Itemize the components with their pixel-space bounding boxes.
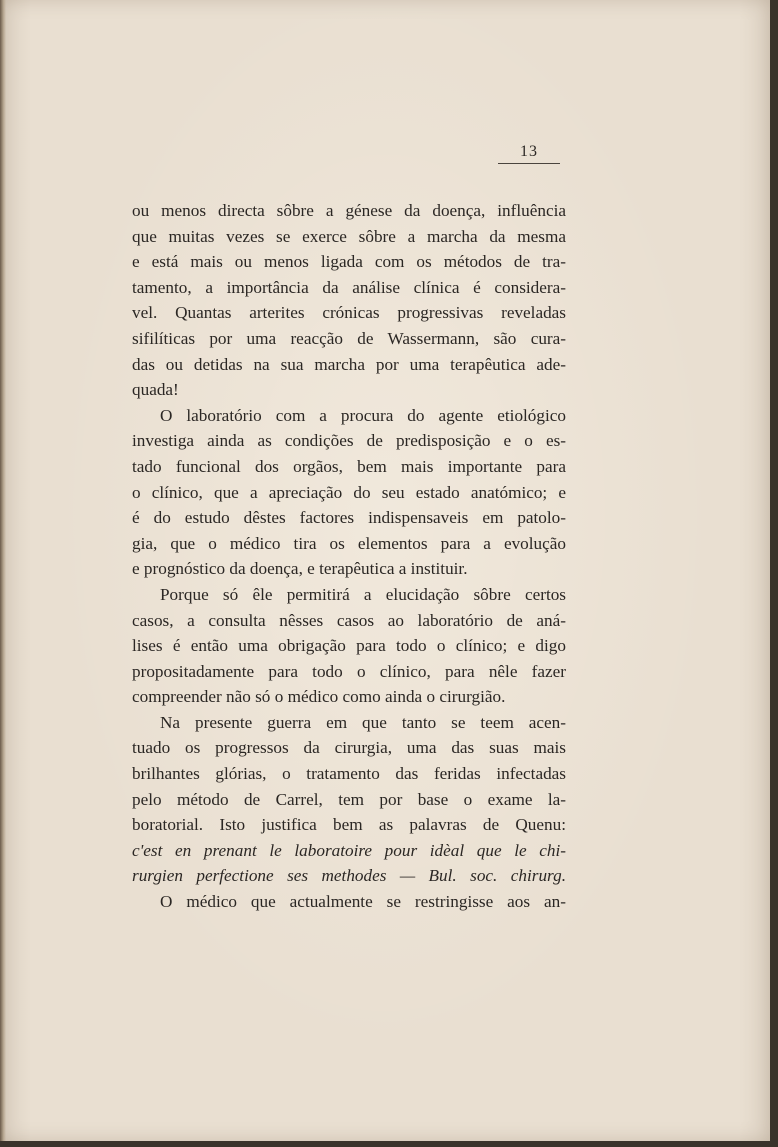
text-line: das ou detidas na sua marcha por uma terapêutica ade- (132, 354, 566, 374)
text-line: quada! (132, 380, 179, 400)
text-line: boratorial. Isto justifica bem as palavras de Quenu: (132, 815, 566, 835)
page-number: 13 (498, 143, 560, 164)
text-line: casos, a consulta nêsses casos ao laboratório de aná- (132, 610, 566, 630)
text-line: vel. Quantas arterites crónicas progressivas reveladas (132, 303, 566, 323)
text-line: brilhantes glórias, o tratamento das feridas infectadas (132, 764, 566, 784)
text-line: Na presente guerra em que tanto se teem acen- (160, 712, 566, 732)
text-line: propositadamente para todo o clínico, para nêle fazer (132, 661, 566, 681)
text-line: que muitas vezes se exerce sôbre a marcha da mesma (132, 226, 566, 246)
text-line: sifilíticas por uma reacção de Wassermann, são cura- (132, 328, 566, 348)
text-line: pelo método de Carrel, tem por base o exame la- (132, 789, 566, 809)
text-line: Porque só êle permitirá a elucidação sôbre certos (160, 584, 566, 604)
text-line: tamento, a importância da análise clínica é considera- (132, 277, 566, 297)
text-line: é do estudo dêstes factores indispensaveis em patolo- (132, 508, 566, 528)
body-text (132, 198, 566, 915)
text-line: tado funcional dos orgãos, bem mais importante para (132, 456, 566, 476)
text-line: O laboratório com a procura do agente etiológico (160, 405, 566, 425)
text-line: gia, que o médico tira os elementos para a evolução (132, 533, 566, 553)
text-line: O médico que actualmente se restringisse aos an- (160, 892, 566, 912)
text-line: tuado os progressos da cirurgia, uma das suas mais (132, 738, 566, 758)
text-line: compreender não só o médico como ainda o cirurgião. (132, 687, 506, 707)
text-line: investiga ainda as condições de predisposição e o es- (132, 431, 566, 451)
page-edge-shadow (0, 0, 6, 1141)
quote-line: rurgien perfectione ses methodes — Bul. soc. chirurg. (132, 866, 566, 886)
text-line: e prognóstico da doença, e terapêutica a instituir. (132, 559, 468, 579)
text-line: o clínico, que a apreciação do seu estado anatómico; e (132, 482, 566, 502)
text-line: e está mais ou menos ligada com os métodos de tra- (132, 252, 566, 272)
text-line: ou menos directa sôbre a génese da doença, influência (132, 201, 566, 220)
text-line: lises é então uma obrigação para todo o clínico; e digo (132, 636, 566, 656)
quote-line: c'est en prenant le laboratoire pour idèal que le chi- (132, 840, 566, 860)
